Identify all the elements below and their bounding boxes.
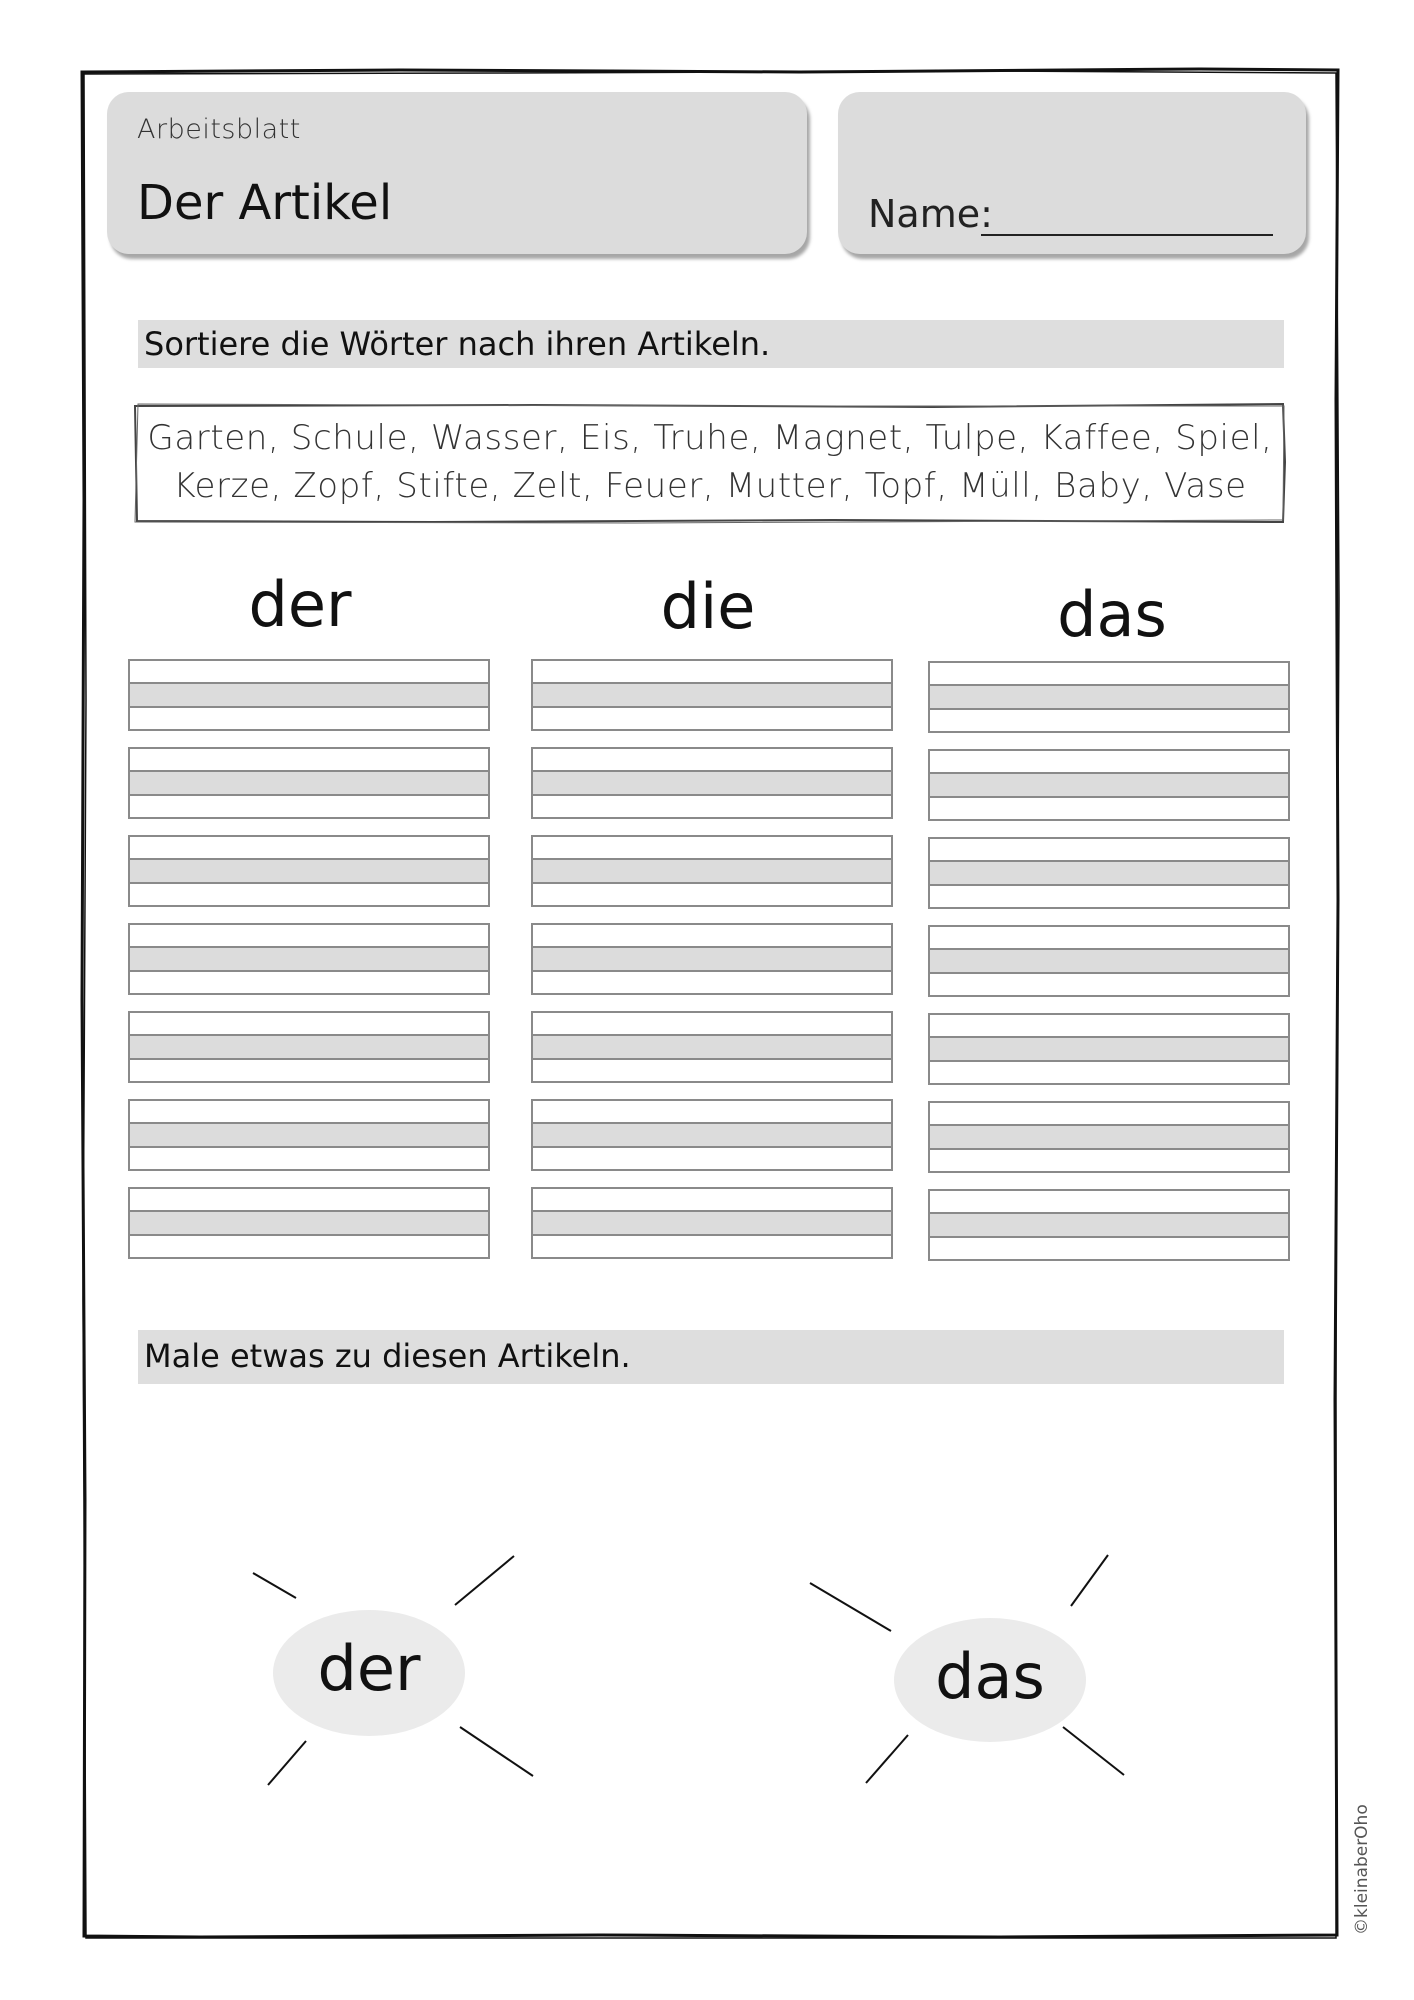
word-list-line-2: Kerze, Zopf, Stifte, Zelt, Feuer, Mutter, Topf, Müll, Baby, Vase	[173, 466, 1247, 506]
column-heading-der: der	[248, 568, 352, 641]
copyright-note: ©kleinaberOho	[1352, 1804, 1372, 1935]
column-heading-die: die	[660, 570, 756, 643]
worksheet-title: Der Artikel	[137, 175, 393, 231]
name-label: Name:	[868, 192, 993, 236]
bubble-label-das: das	[935, 1640, 1045, 1713]
column-heading-das: das	[1057, 578, 1167, 651]
word-list-line-1: Garten, Schule, Wasser, Eis, Truhe, Magnet, Tulpe, Kaffee, Spiel,	[147, 418, 1273, 458]
worksheet-subtitle: Arbeitsblatt	[137, 114, 301, 145]
bubble-label-der: der	[317, 1632, 421, 1705]
drawing-bubble-der[interactable]	[273, 1610, 465, 1736]
task2-instruction: Male etwas zu diesen Artikeln.	[138, 1330, 1284, 1384]
task1-instruction: Sortiere die Wörter nach ihren Artikeln.	[138, 320, 1284, 368]
drawing-bubble-das[interactable]	[894, 1618, 1086, 1742]
